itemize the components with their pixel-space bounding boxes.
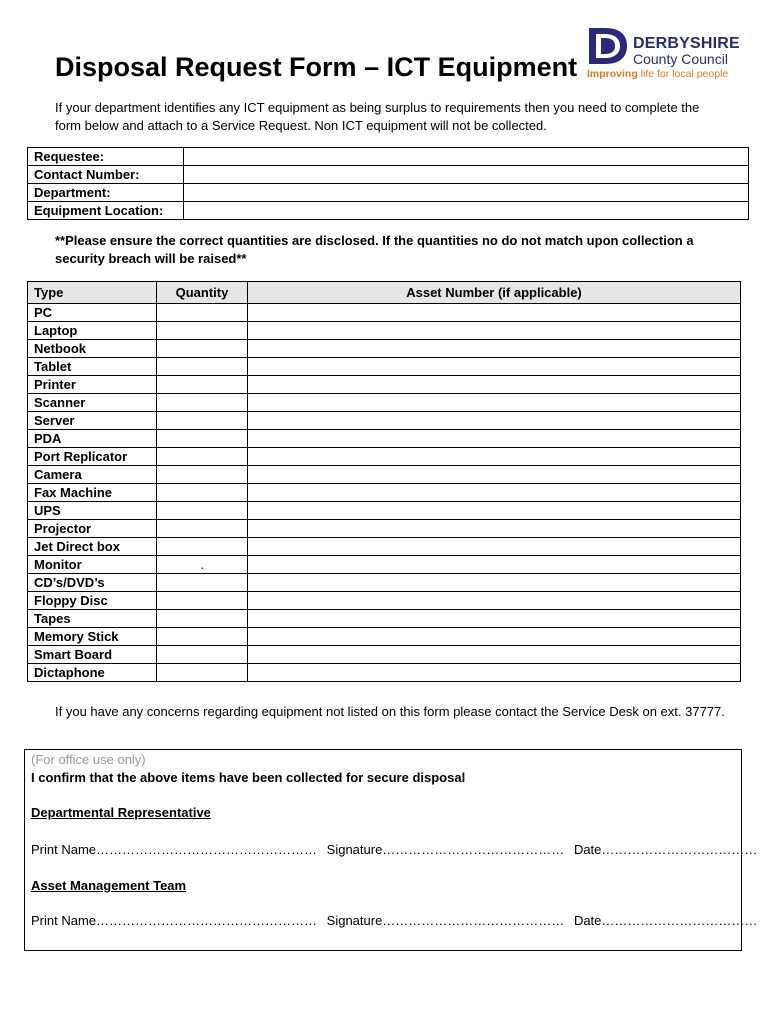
asset-number-cell[interactable] — [248, 358, 741, 376]
asset-number-cell[interactable] — [248, 628, 741, 646]
logo-tagline-rest: life for local people — [637, 68, 729, 80]
details-label: Equipment Location: — [28, 202, 184, 220]
council-logo-icon — [587, 26, 629, 66]
asset-number-cell[interactable] — [248, 646, 741, 664]
quantity-cell[interactable] — [157, 502, 248, 520]
quantity-cell[interactable] — [157, 412, 248, 430]
type-cell: Smart Board — [28, 646, 157, 664]
column-header-type: Type — [28, 282, 157, 304]
quantity-notice: **Please ensure the correct quantities are disclosed. If the quantities no do not match upon collection a security breach will be raised** — [55, 233, 694, 266]
table-row — [28, 430, 741, 448]
section-title-asset-management-team: Asset Management Team — [31, 878, 187, 893]
quantity-cell[interactable] — [157, 592, 248, 610]
asset-number-cell[interactable] — [248, 664, 741, 682]
type-cell: Laptop — [28, 322, 157, 340]
type-cell: UPS — [28, 502, 157, 520]
asset-number-cell[interactable] — [248, 430, 741, 448]
type-cell: Memory Stick — [28, 628, 157, 646]
asset-number-cell[interactable] — [248, 610, 741, 628]
table-row — [28, 358, 741, 376]
logo-tagline — [587, 68, 728, 80]
quantity-cell[interactable] — [157, 376, 248, 394]
office-use-box — [24, 749, 758, 951]
type-cell: Monitor — [28, 556, 157, 574]
quantity-cell[interactable] — [157, 484, 248, 502]
type-cell: Projector — [28, 520, 157, 538]
details-label: Requestee: — [28, 148, 184, 166]
table-row — [28, 448, 741, 466]
asset-number-cell[interactable] — [248, 412, 741, 430]
details-row — [28, 202, 749, 220]
quantity-cell[interactable] — [157, 574, 248, 592]
type-cell: Floppy Disc — [28, 592, 157, 610]
type-cell: Camera — [28, 466, 157, 484]
date-field[interactable]: Date……………………………… — [573, 913, 758, 928]
table-row — [28, 520, 741, 538]
table-row — [28, 376, 741, 394]
page-title: Disposal Request Form – ICT Equipment — [55, 52, 578, 82]
type-cell: Netbook — [28, 340, 157, 358]
type-cell: Port Replicator — [28, 448, 157, 466]
type-cell: Jet Direct box — [28, 538, 157, 556]
column-header-quantity: Quantity — [157, 282, 248, 304]
details-value-field[interactable] — [184, 148, 749, 166]
details-label: Department: — [28, 184, 184, 202]
type-cell: Printer — [28, 376, 157, 394]
details-row — [28, 184, 749, 202]
details-value-field[interactable] — [184, 202, 749, 220]
asset-number-cell[interactable] — [248, 376, 741, 394]
collection-confirmation: I confirm that the above items have been collected for secure disposal — [31, 770, 466, 785]
asset-number-cell[interactable] — [248, 574, 741, 592]
type-cell: Fax Machine — [28, 484, 157, 502]
type-cell: Server — [28, 412, 157, 430]
table-header-row — [28, 282, 741, 304]
quantity-cell[interactable] — [157, 304, 248, 322]
quantity-cell[interactable] — [157, 340, 248, 358]
table-row — [28, 610, 741, 628]
quantity-cell[interactable] — [157, 646, 248, 664]
type-cell: Tapes — [28, 610, 157, 628]
office-use-heading: (For office use only) — [31, 752, 146, 767]
asset-number-cell[interactable] — [248, 340, 741, 358]
council-logo — [587, 26, 747, 78]
quantity-cell[interactable] — [157, 358, 248, 376]
table-row — [28, 574, 741, 592]
quantity-cell[interactable]: . — [157, 556, 248, 574]
table-row — [28, 628, 741, 646]
requestee-details-table — [27, 147, 749, 220]
type-cell: Dictaphone — [28, 664, 157, 682]
type-cell: Scanner — [28, 394, 157, 412]
type-cell: Tablet — [28, 358, 157, 376]
table-row — [28, 394, 741, 412]
asset-number-cell[interactable] — [248, 484, 741, 502]
quantity-cell[interactable] — [157, 466, 248, 484]
signoff-line-departmental-representative — [31, 842, 763, 857]
asset-number-cell[interactable] — [248, 394, 741, 412]
quantity-cell[interactable] — [157, 448, 248, 466]
quantity-cell[interactable] — [157, 322, 248, 340]
quantity-cell[interactable] — [157, 628, 248, 646]
column-header-asset-number: Asset Number (if applicable) — [248, 282, 741, 304]
asset-number-cell[interactable] — [248, 520, 741, 538]
print-name-field[interactable]: Print Name…………………………………………… — [31, 913, 318, 928]
details-label: Contact Number: — [28, 166, 184, 184]
asset-number-cell[interactable] — [248, 592, 741, 610]
asset-number-cell[interactable] — [248, 466, 741, 484]
table-row — [28, 484, 741, 502]
signature-field[interactable]: Signature…………………………………… — [326, 913, 565, 928]
table-row — [28, 664, 741, 682]
table-row — [28, 340, 741, 358]
service-desk-note: If you have any concerns regarding equipment not listed on this form please contact the Service Desk on ext. 37777. — [55, 704, 725, 719]
asset-number-cell[interactable] — [248, 502, 741, 520]
quantity-cell[interactable] — [157, 394, 248, 412]
logo-name: DERBYSHIRE — [633, 35, 740, 52]
logo-subtitle: County Council — [633, 51, 728, 67]
quantity-cell[interactable] — [157, 520, 248, 538]
quantity-cell[interactable] — [157, 610, 248, 628]
table-row — [28, 322, 741, 340]
table-row — [28, 412, 741, 430]
asset-number-cell[interactable] — [248, 556, 741, 574]
signature-field[interactable]: Signature…………………………………… — [326, 842, 565, 857]
type-cell: PDA — [28, 430, 157, 448]
table-row — [28, 646, 741, 664]
table-row — [28, 304, 741, 322]
logo-tagline-bold: Improving — [587, 68, 638, 80]
type-cell: CD’s/DVD’s — [28, 574, 157, 592]
quantity-cell[interactable] — [157, 430, 248, 448]
table-row — [28, 502, 741, 520]
print-name-field[interactable]: Print Name…………………………………………… — [31, 842, 318, 857]
table-row — [28, 556, 741, 574]
asset-number-cell[interactable] — [248, 304, 741, 322]
details-value-field[interactable] — [184, 184, 749, 202]
details-row — [28, 148, 749, 166]
table-row — [28, 466, 741, 484]
date-field[interactable]: Date……………………………… — [573, 842, 758, 857]
quantity-cell[interactable] — [157, 538, 248, 556]
details-value-field[interactable] — [184, 166, 749, 184]
equipment-table — [27, 281, 741, 682]
section-title-departmental-representative: Departmental Representative — [31, 805, 211, 820]
asset-number-cell[interactable] — [248, 538, 741, 556]
type-cell: PC — [28, 304, 157, 322]
quantity-cell[interactable] — [157, 664, 248, 682]
table-row — [28, 538, 741, 556]
asset-number-cell[interactable] — [248, 322, 741, 340]
asset-number-cell[interactable] — [248, 448, 741, 466]
intro-text: If your department identifies any ICT equipment as being surplus to requirements then you need to complete the form below and attach to a Service Request. Non ICT equipment will not be collected. — [55, 100, 700, 133]
table-row — [28, 592, 741, 610]
signoff-line-asset-management-team — [31, 913, 763, 928]
details-row — [28, 166, 749, 184]
